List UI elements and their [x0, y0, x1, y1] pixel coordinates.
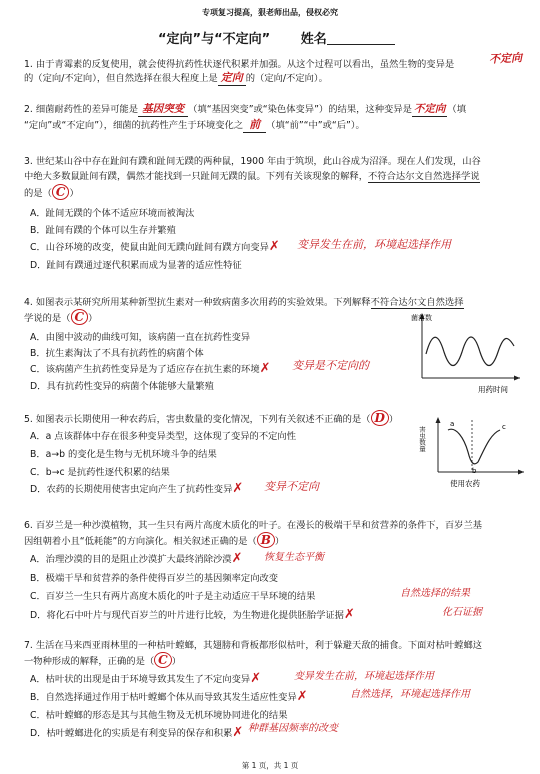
q7-option-a: [30, 671, 261, 686]
q7-note-d: 种群基因频率的改变: [248, 723, 338, 734]
q2-line2: [24, 116, 365, 133]
q4-curve: [426, 337, 514, 366]
x-arrow: [518, 470, 524, 475]
q5-line1: 5. 如图表示长期使用一种农药后，害虫数量的变化情况，下列有关叙述不正确的是（: [24, 414, 371, 425]
q6-note-a: 恢复生态平衡: [264, 552, 324, 563]
q3-line2: [24, 168, 480, 182]
q6-line2: 因组朝着小且“低耗能”的方向演化。相关叙述正确的是（: [24, 536, 257, 547]
q2-line2b: （填“前”“中”或“后”）。: [266, 120, 365, 131]
q4-line1: [24, 294, 464, 308]
q4-option-c: [30, 361, 271, 376]
q4-line1a: 4. 如图表示某研究所用某种新型抗生素对一种致病菌多次用药的实验效果。下列解释: [24, 297, 371, 308]
q6-line2: 因组朝着小且“低耗能”的方向演化。相关叙述正确的是（ B ）: [24, 533, 285, 547]
q7-option-b: [30, 689, 308, 704]
q2-answer3: 前: [243, 116, 266, 133]
q1-line2b: 的（定向/不定向）。: [245, 73, 328, 84]
cross-mark: ✗: [232, 481, 244, 496]
q6-line1: 6. 百岁兰是一种沙漠植物，其一生只有两片高度木质化的叶子。在漫长的极端干旱和贫营养的条件下，百岁兰基: [24, 520, 483, 531]
q7-answer: C: [154, 652, 172, 668]
q3-line2u: 不符合达尔文自然选择学说: [368, 171, 480, 182]
q6-note-c: 自然选择的结果: [400, 588, 470, 599]
q1-line1: 1. 由于青霉素的反复使用，就会使得抗药性状逐代积累并加强。从这个过程可以看出，虽然生物的变异是: [24, 59, 455, 70]
name-label: 姓名: [300, 32, 327, 47]
q3-line1: 3. 世纪某山谷中存在趾间有蹼和趾间无蹼的两种鼠，1900 年由于筑坝，此山谷成为沼泽。现在人们发现，山谷: [24, 156, 481, 167]
cross-mark: ✗: [296, 689, 308, 704]
q6-option-b: B．极端干旱和贫营养的条件使得百岁兰的基因频率定向改变: [30, 573, 279, 584]
q5-option-d-text: D．农药的长期使用使害虫定向产生了抗药性变异: [30, 484, 233, 495]
q7-option-d-text: D．枯叶螳螂进化的实质是有利变异的保存和积累: [30, 728, 233, 739]
q6-option-a-text: A．治理沙漠的目的是阻止沙漠扩大最终消除沙漠: [30, 554, 232, 565]
x-arrow: [514, 376, 520, 381]
q3-option-b: B．趾间有蹼的个体可以生存并繁殖: [30, 225, 176, 236]
q3-line3: 的是（: [24, 188, 52, 199]
point-label-c: c: [502, 423, 506, 431]
q5-option-d: [30, 481, 243, 496]
cross-mark: ✗: [259, 361, 271, 376]
q1-line2a: 的（定向/不定向），但自然选择在很大程度上是: [24, 73, 218, 84]
q3-note: 变异发生在前，环境起选择作用: [297, 238, 451, 251]
q4-chart-ylabel: 菌落数: [411, 314, 432, 322]
q1-answer1: 不定向: [488, 51, 523, 66]
cross-mark: ✗: [232, 725, 244, 740]
q2-answer1: 基因突变: [138, 101, 188, 117]
name-blank: [327, 32, 395, 45]
q7-line2: 一物种形成的解释，正确的是（ C ）: [24, 653, 182, 667]
q3-answer: C: [52, 184, 70, 200]
q5-note: 变异不定向: [264, 480, 319, 493]
q4-answer: C: [71, 309, 89, 325]
q4-chart: [408, 312, 523, 396]
q2-line1: [24, 101, 466, 117]
q4-line2: 学说的是（: [24, 313, 71, 324]
q2-line2a: “定向”或“不定向”），细菌的抗药性产生于环境变化之: [24, 120, 244, 131]
page-title: [158, 28, 395, 47]
q4-note: 变异是不定向的: [292, 359, 369, 372]
q6-option-a: [30, 551, 243, 566]
point-label-a: a: [450, 420, 455, 428]
q6-option-c: [30, 588, 315, 602]
cross-mark: ✗: [343, 607, 355, 622]
cross-mark: ✗: [268, 239, 280, 254]
q4-chart-xlabel: 用药时间: [478, 385, 508, 394]
q2-line1c: （填: [447, 104, 467, 115]
q7-note-b: 自然选择，环境起选择作用: [350, 689, 470, 700]
header-subtitle: 专项复习提高，狠老师出品，侵权必究: [202, 8, 338, 17]
q4-option-d: D．具有抗药性变异的病菌个体能够大量繁殖: [30, 381, 214, 392]
q2-answer2: 不定向: [413, 103, 446, 115]
q3-line3: 的是（ C ）: [24, 185, 79, 199]
q7-option-b-text: B．自然选择通过作用于枯叶螳螂个体从而导致其发生适应性变异: [30, 692, 297, 703]
q4-option-a: A．由图中波动的曲线可知，该病菌一直在抗药性变异: [30, 332, 251, 343]
q5-option-b: B．a→b 的变化是生物与无机环境斗争的结果: [30, 449, 217, 460]
q5-option-c: C．b→c 是抗药性逐代积累的结果: [30, 467, 170, 478]
q3-option-d: D．趾间有蹼通过逐代积累而成为显著的适应性特征: [30, 260, 242, 271]
q6-option-c-text: C．百岁兰一生只有两片高度木质化的叶子是主动适应干旱环境的结果: [30, 591, 316, 602]
q5-chart-xlabel: 使用农药: [450, 479, 480, 488]
q2-line1a: 2. 细菌耐药性的差异可能是: [24, 104, 139, 115]
q2-line1b: （填“基因突变”或“染色体变异”）的结果，这种变异是: [188, 104, 412, 115]
cross-mark: ✗: [250, 671, 262, 686]
q1-line2: [24, 69, 328, 86]
q7-note-a: 变异发生在前，环境起选择作用: [294, 671, 434, 682]
q5-curve: [448, 429, 500, 464]
q6-note-d: 化石证据: [442, 607, 482, 618]
q6-answer: B: [257, 532, 275, 548]
cross-mark: ✗: [231, 551, 243, 566]
q6-option-d: [30, 607, 355, 622]
q5-line1: 5. 如图表示长期使用一种农药后，害虫数量的变化情况，下列有关叙述不正确的是（ D ）: [24, 411, 399, 425]
q7-option-c: C．枯叶螳螂的形态是其与其他生物及无机环境协同进化的结果: [30, 710, 288, 721]
q5-chart: [420, 416, 530, 492]
q5-chart-ylabel: 害虫数量: [418, 426, 426, 452]
point-label-b: b: [472, 467, 477, 475]
q5-answer: D: [371, 410, 389, 426]
q3-option-c: [30, 239, 280, 254]
q4-line1u: 不符合达尔文自然选择: [370, 297, 464, 308]
y-arrow: [436, 417, 441, 423]
q5-option-a: A．a 点该群体中存在很多种变异类型，这体现了变异的不定向性: [30, 431, 297, 442]
q6-option-d-text: D．将化石中叶片与现代百岁兰的叶片进行比较，为生物进化提供胚胎学证据: [30, 610, 344, 621]
q4-option-c-text: C．该病菌产生抗药性变异是为了适应存在抗生素的环境: [30, 364, 260, 375]
q1-answer2: 定向: [218, 69, 246, 86]
title-text: “定向”与“不定向”: [158, 32, 271, 47]
footer-page-number: 第 1 页，共 1 页: [241, 761, 299, 770]
q3-option-a: A．趾间无蹼的个体不适应环境而被淘汰: [30, 208, 195, 219]
q3-line2a: 中绝大多数鼠趾间有蹼，偶然才能找到一只趾间无蹼的鼠。下列有关该现象的解释，: [24, 171, 368, 182]
q7-line2: 一物种形成的解释，正确的是（: [24, 656, 155, 667]
q7-option-a-text: A．枯叶状的出现是由于环境导致其发生了不定向变异: [30, 674, 251, 685]
q4-line2: 学说的是（ C ）: [24, 310, 98, 324]
q4-option-b: B．抗生素淘汰了不具有抗药性的病菌个体: [30, 348, 204, 359]
q7-line1: 7. 生活在马来西亚雨林里的一种枯叶螳螂，其翅膀和背板都形似枯叶，利于躲避天敌的捕食。下面对枯叶螳螂这: [24, 640, 483, 651]
q3-option-c-text: C．山谷环境的改变，使鼠由趾间无蹼向趾间有蹼方向变异: [30, 242, 269, 253]
q7-option-d: [30, 725, 243, 740]
